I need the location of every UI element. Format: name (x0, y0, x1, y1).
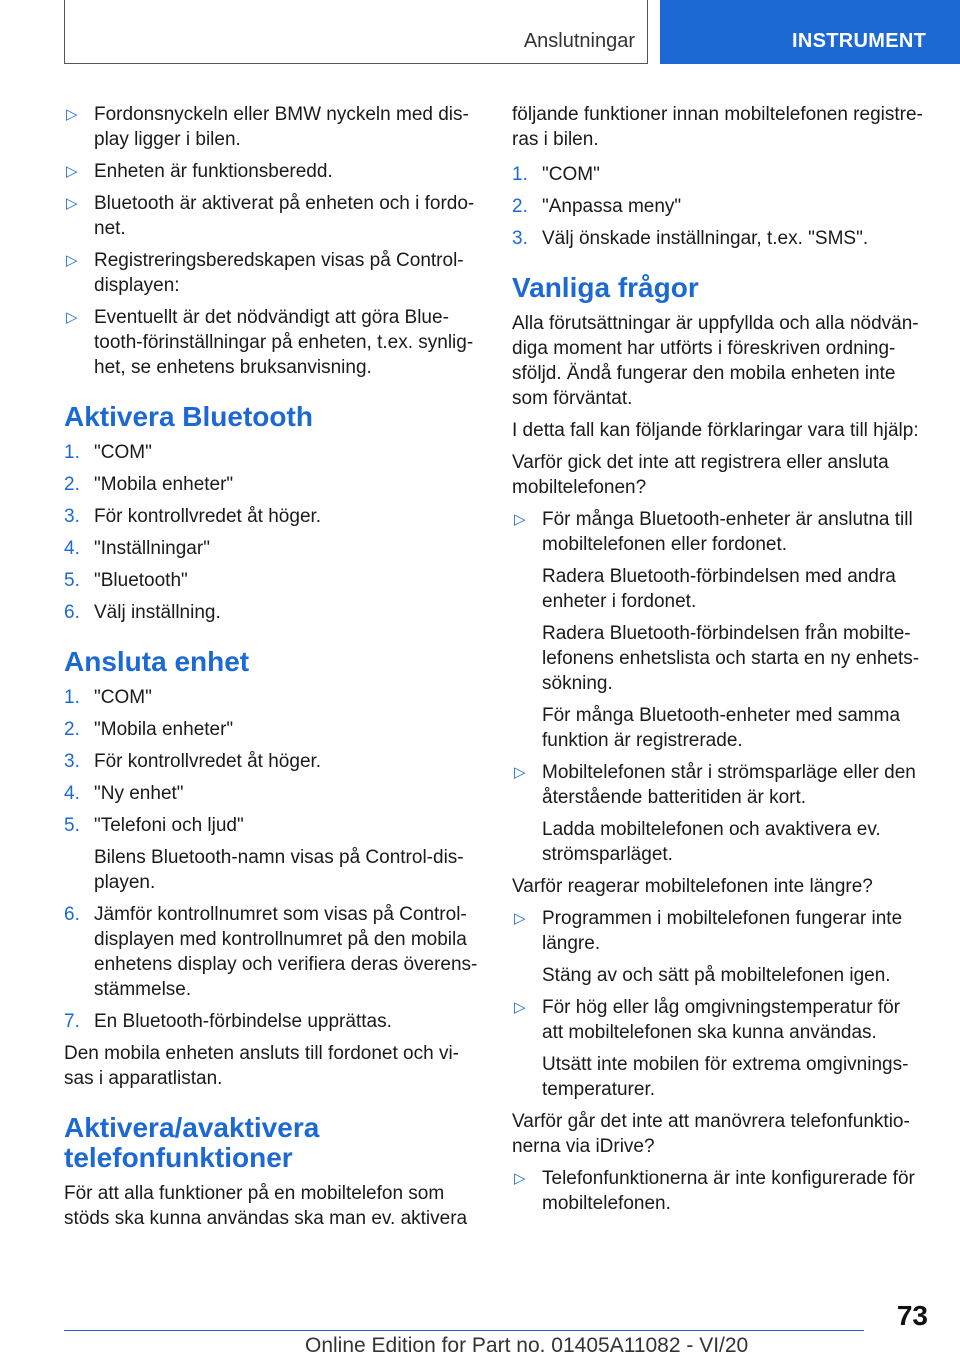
step-text: "COM" (94, 687, 152, 708)
step-text: "Mobila enheter" (94, 474, 234, 495)
step-number: 7. (64, 1011, 80, 1032)
faq-question: Varför gick det inte att registrera eller ansluta mobiltelefonen? (512, 452, 889, 498)
step-text: "COM" (94, 442, 152, 463)
step-item (64, 685, 478, 710)
step-item (64, 536, 478, 561)
triangle-bullet-icon: ▷ (514, 910, 526, 927)
step-text: En Bluetooth-förbindelse upprättas. (94, 1011, 392, 1032)
step-note: Bilens Bluetooth-namn visas på Control-dis-playen. (94, 847, 464, 893)
section-heading-faq: Vanliga frågor (512, 272, 699, 303)
step-number: 1. (512, 164, 528, 185)
triangle-bullet-icon: ▷ (66, 309, 78, 326)
list-item-note: Radera Bluetooth-förbindelsen från mobilte-lefonens enhetslista och starta en ny enhets-sökning. (542, 623, 920, 694)
page-number: 73 (896, 1300, 928, 1331)
step-item (64, 781, 478, 806)
activate-bluetooth-steps (64, 440, 478, 625)
step-number: 5. (64, 570, 80, 591)
step-number: 1. (64, 442, 80, 463)
connect-device-steps (64, 685, 478, 1034)
step-item (64, 568, 478, 593)
faq-question: Varför går det inte att manövrera telefonfunktio-nerna via iDrive? (512, 1111, 910, 1157)
list-item-note: Utsätt inte mobilen för extrema omgivnings-temperaturer. (542, 1054, 909, 1100)
triangle-bullet-icon: ▷ (514, 511, 526, 528)
step-item (512, 226, 926, 251)
step-text: "Mobila enheter" (94, 719, 234, 740)
step-text: "COM" (542, 164, 600, 185)
step-number: 2. (64, 474, 80, 495)
step-text: "Anpassa meny" (542, 196, 682, 217)
step-number: 4. (64, 783, 80, 804)
list-item-text: Fordonsnyckeln eller BMW nyckeln med dis-play ligger i bilen. (94, 104, 469, 150)
header-chapter-tab[interactable] (660, 0, 960, 64)
list-item (64, 191, 478, 241)
step-text: "Inställningar" (94, 538, 210, 559)
step-text: "Ny enhet" (94, 783, 184, 804)
footer-edition: Online Edition for Part no. 01405A11082 - VI/20 (305, 1334, 749, 1357)
section-heading-connect-device: Ansluta enhet (64, 646, 250, 677)
list-item-note: Radera Bluetooth-förbindelsen med andra enheter i fordonet. (542, 566, 896, 612)
section-heading-activate-bluetooth: Aktivera Bluetooth (64, 401, 313, 432)
phone-functions-intro-continued: följande funktioner innan mobiltelefonen registre-ras i bilen. (512, 104, 923, 150)
list-item-text: Telefonfunktionerna är inte konfigurerade för mobiltelefonen. (542, 1168, 915, 1214)
step-text: "Bluetooth" (94, 570, 188, 591)
right-column (512, 102, 926, 1223)
list-item-note: Ladda mobiltelefonen och avaktivera ev. strömsparläget. (542, 819, 881, 865)
header-chapter-title: INSTRUMENT (792, 30, 927, 52)
step-number: 3. (64, 506, 80, 527)
list-item-text: Eventuellt är det nödvändigt att göra Blue-tooth-förinställningar på enheten, t.ex. synlig-het, se enhetens bruksanvisning. (94, 307, 474, 378)
prerequisite-list (64, 102, 478, 380)
step-item (64, 902, 478, 1002)
header-section-box (64, 0, 648, 64)
triangle-bullet-icon: ▷ (66, 106, 78, 123)
step-text: "Telefoni och ljud" (94, 815, 244, 836)
step-item (64, 504, 478, 529)
step-number: 6. (64, 904, 80, 925)
header-section-title: Anslutningar (523, 30, 635, 52)
step-item (64, 813, 478, 895)
list-item (512, 507, 926, 753)
step-number: 4. (64, 538, 80, 559)
triangle-bullet-icon: ▷ (66, 252, 78, 269)
step-item (64, 600, 478, 625)
step-item (64, 472, 478, 497)
faq-intro: Alla förutsättningar är uppfyllda och alla nödvän-diga moment har utförts i föreskriven ordning-sföljd. Ändå fungerar den mobila enheten inte som förväntat. (512, 313, 919, 409)
phone-functions-intro: För att alla funktioner på en mobiltelefon som stöds ska kunna användas ska man ev. aktivera (64, 1183, 468, 1229)
step-item (512, 162, 926, 187)
section-heading-phone-functions: Aktivera/avaktivera telefonfunktioner (64, 1112, 320, 1173)
list-item (64, 305, 478, 380)
step-item (64, 440, 478, 465)
list-item (512, 1166, 926, 1216)
step-text: Välj önskade inställningar, t.ex. "SMS". (542, 228, 869, 249)
list-item-text: Bluetooth är aktiverat på enheten och i fordo-net. (94, 193, 475, 239)
list-item-text: För hög eller låg omgivningstemperatur för att mobiltelefonen ska kunna användas. (542, 997, 901, 1043)
left-column (64, 102, 478, 1238)
step-number: 3. (64, 751, 80, 772)
step-number: 1. (64, 687, 80, 708)
step-item (64, 717, 478, 742)
step-number: 2. (512, 196, 528, 217)
step-item (512, 194, 926, 219)
step-number: 5. (64, 815, 80, 836)
list-item-text: Mobiltelefonen står i strömsparläge eller den återstående batteritiden är kort. (542, 762, 916, 808)
faq-question: Varför reagerar mobiltelefonen inte längre? (512, 876, 873, 897)
connect-result-text: Den mobila enheten ansluts till fordonet och vi-sas i apparatlistan. (64, 1043, 460, 1089)
list-item-note: Stäng av och sätt på mobiltelefonen igen. (542, 965, 891, 986)
phone-functions-steps (512, 162, 926, 251)
triangle-bullet-icon: ▷ (514, 764, 526, 781)
triangle-bullet-icon: ▷ (514, 1170, 526, 1187)
list-item (512, 995, 926, 1102)
step-text: Jämför kontrollnumret som visas på Control-displayen med kontrollnumret på den mobila enhetens display och verifiera deras överens-stämmelse. (94, 904, 478, 1000)
list-item-text: Registreringsberedskapen visas på Control-displayen: (94, 250, 464, 296)
triangle-bullet-icon: ▷ (66, 163, 78, 180)
list-item-text: För många Bluetooth-enheter är anslutna till mobiltelefonen eller fordonet. (542, 509, 913, 555)
step-number: 2. (64, 719, 80, 740)
step-text: För kontrollvredet åt höger. (94, 506, 322, 527)
list-item (64, 102, 478, 152)
step-number: 6. (64, 602, 80, 623)
list-item-note: För många Bluetooth-enheter med samma funktion är registrerade. (542, 705, 901, 751)
step-item (64, 749, 478, 774)
triangle-bullet-icon: ▷ (66, 195, 78, 212)
list-item (512, 760, 926, 867)
list-item (64, 248, 478, 298)
list-item-text: Programmen i mobiltelefonen fungerar inte längre. (542, 908, 903, 954)
list-item (512, 906, 926, 988)
faq-intro-2: I detta fall kan följande förklaringar vara till hjälp: (512, 420, 919, 441)
list-item-text: Enheten är funktionsberedd. (94, 161, 333, 182)
footer-divider (64, 1330, 864, 1331)
step-number: 3. (512, 228, 528, 249)
triangle-bullet-icon: ▷ (514, 999, 526, 1016)
list-item (64, 159, 478, 184)
step-item (64, 1009, 478, 1034)
step-text: För kontrollvredet åt höger. (94, 751, 322, 772)
step-text: Välj inställning. (94, 602, 221, 623)
